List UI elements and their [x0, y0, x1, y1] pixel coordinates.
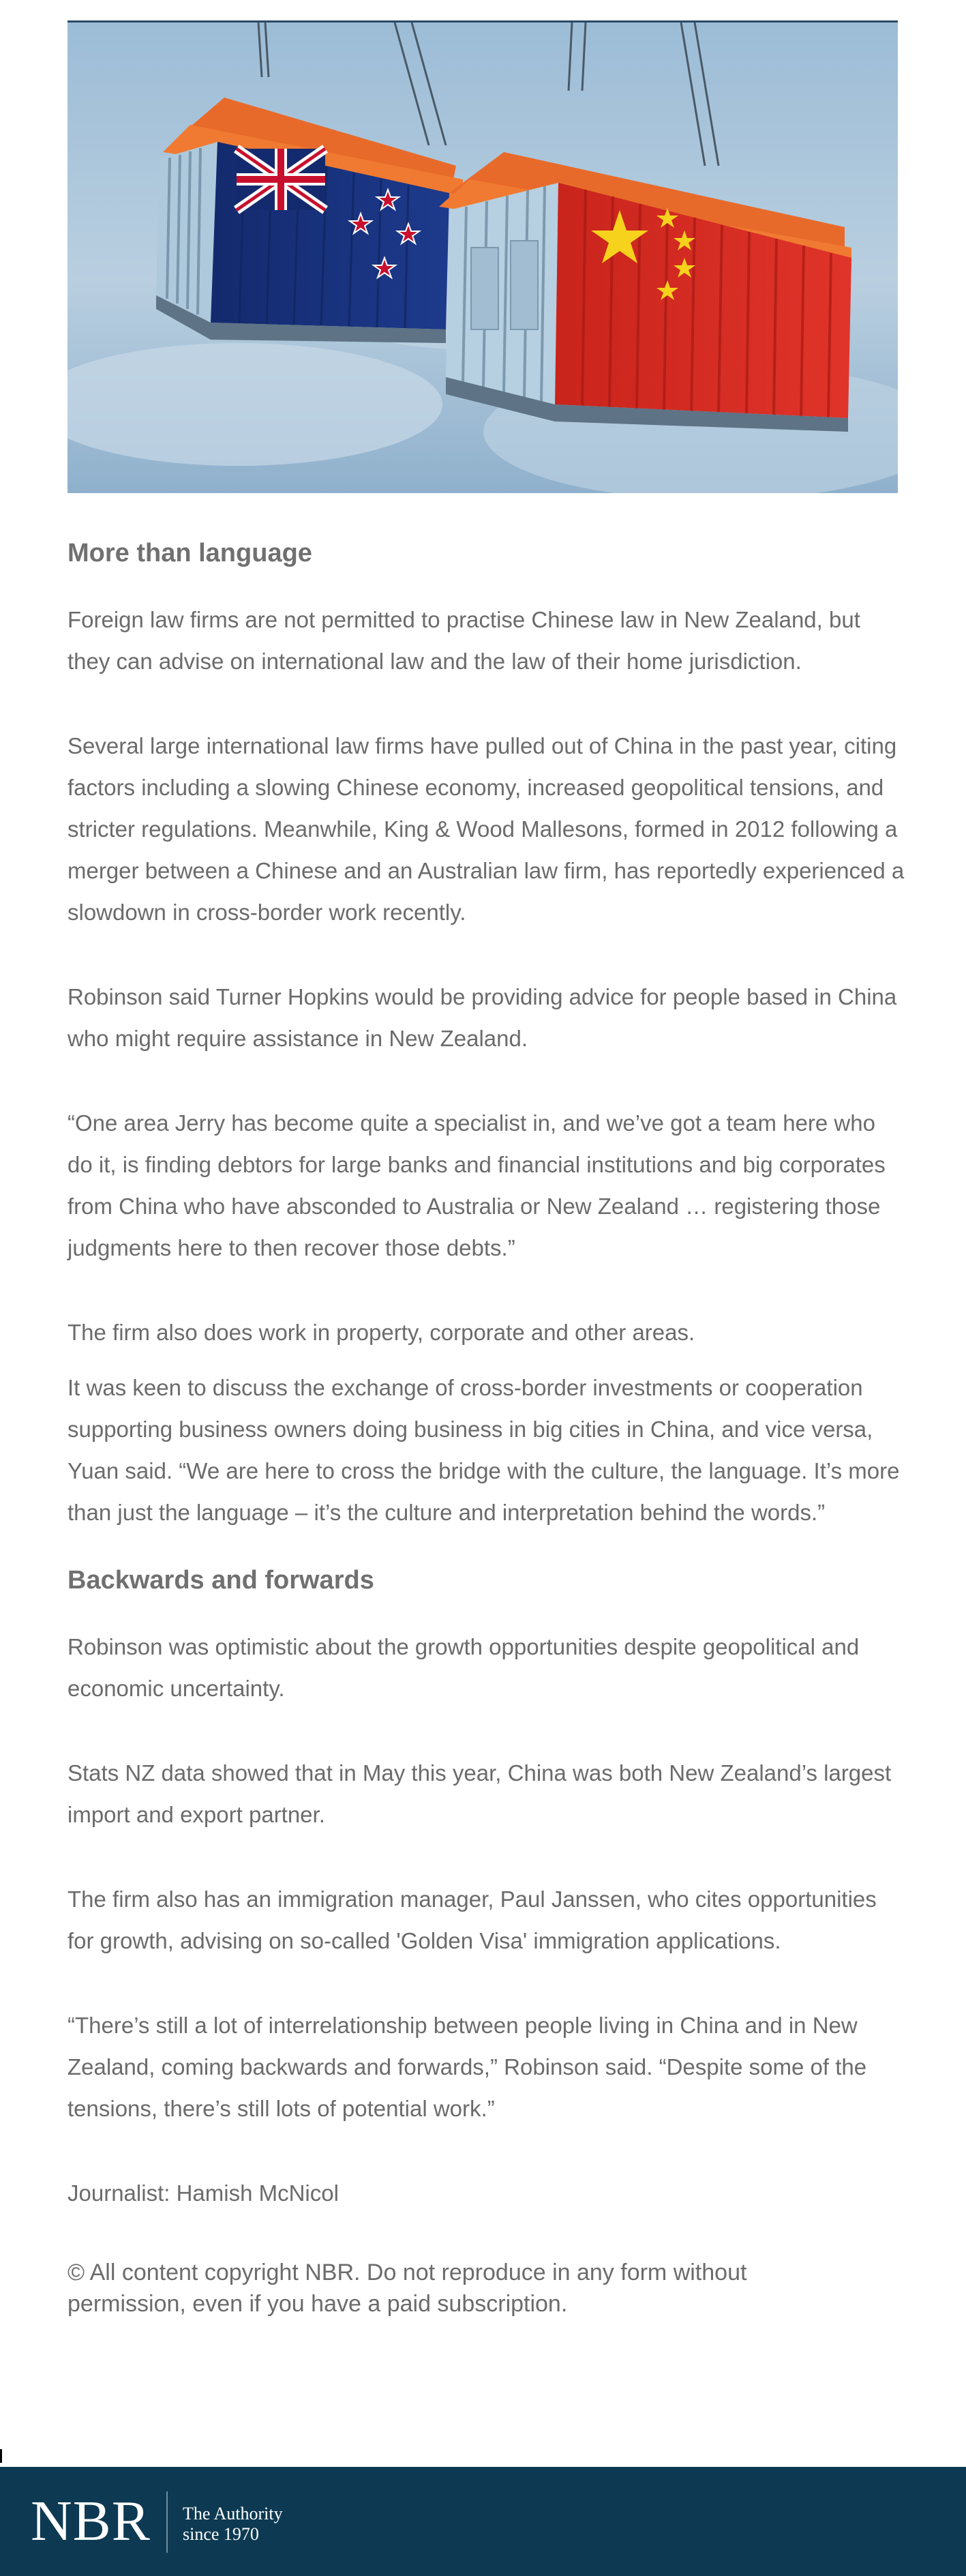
paragraph: Foreign law firms are not permitted to practise Chinese law in New Zealand, but they can advise on international law and the law of their home jurisdiction.	[67, 607, 860, 674]
paragraph: Robinson said Turner Hopkins would be providing advice for people based in China who might require assistance in New Zealand.	[67, 984, 897, 1051]
site-footer	[0, 2467, 966, 2576]
paragraph: Robinson was optimistic about the growth opportunities despite geopolitical and economic uncertainty.	[67, 1634, 860, 1701]
hero-image-shipping-containers	[67, 20, 898, 493]
paragraph: It was keen to discuss the exchange of cross-border investments or cooperation supporting business owners doing business in big cities in China, and vice versa, Yuan said. “We are here to cross the bridge with the culture, the language. It’s more than just the language – it’s the culture and interpretation behind the words.”	[67, 1375, 900, 1525]
paragraph: “One area Jerry has become quite a specialist in, and we’ve got a team here who do it, is finding debtors for large banks and financial institutions and big corporates from China who have absconded to Australia or New Zealand … registering those judgments here to then recover those debts.”	[67, 1110, 886, 1260]
paragraph: “There’s still a lot of interrelationship between people living in China and in New Zealand, coming backwards and forwards,” Robinson said. “Despite some of the tensions, there’s still lots of potential work.”	[67, 2013, 867, 2121]
text-cursor	[0, 2449, 2, 2463]
paragraph: The firm also has an immigration manager, Paul Janssen, who cites opportunities for growth, advising on so-called 'Golden Visa' immigration applications.	[67, 1886, 877, 1953]
section-heading-more-than-language: More than language	[67, 539, 312, 567]
tagline-line2: since 1970	[183, 2524, 259, 2544]
section-heading-backwards-and-forwards: Backwards and forwards	[67, 1566, 374, 1595]
tagline-line1: The Authority	[183, 2504, 283, 2523]
logo-divider	[166, 2491, 168, 2553]
paragraph: The firm also does work in property, corporate and other areas.	[67, 1320, 695, 1345]
article-body	[67, 537, 906, 2320]
copyright-notice: © All content copyright NBR. Do not reproduce in any form without permission, even if you have a paid subscription.	[67, 2260, 747, 2317]
journalist-credit: Journalist: Hamish McNicol	[67, 2180, 339, 2206]
footer-tagline	[183, 2504, 283, 2545]
nbr-logo[interactable]: NBR	[31, 2489, 151, 2553]
paragraph: Several large international law firms have pulled out of China in the past year, citing factors including a slowing Chinese economy, increased geopolitical tensions, and stricter regulations. Meanwhile, King & Wood Mallesons, formed in 2012 following a merger between a Chinese and an Australian law firm, has reportedly experienced a slowdown in cross-border work recently.	[67, 733, 905, 925]
paragraph: Stats NZ data showed that in May this year, China was both New Zealand’s largest import and export partner.	[67, 1760, 892, 1827]
